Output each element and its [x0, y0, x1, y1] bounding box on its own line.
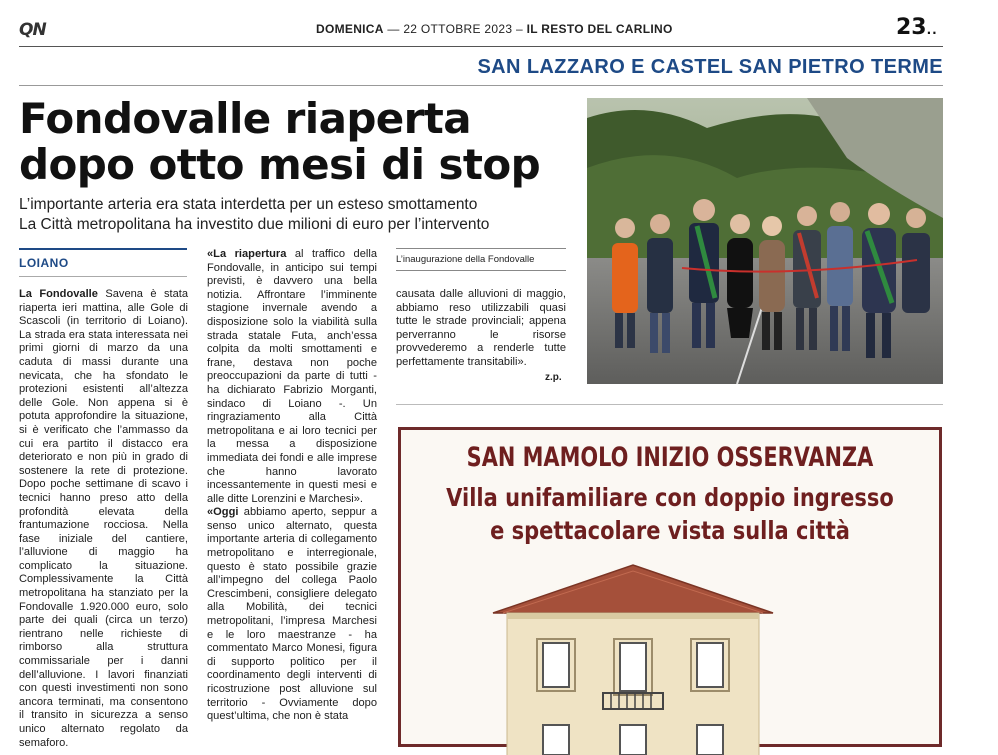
photo-caption: L’inaugurazione della Fondovalle — [396, 254, 535, 265]
article-column-1 — [19, 288, 188, 750]
col2-p2-lead: «Oggi — [207, 506, 239, 519]
col2-paragraph-2 — [207, 506, 377, 724]
newspaper-logo: QN — [19, 20, 46, 40]
col2-p1-body: al traffico della Fondovalle, in anticipo sui tempi previsti, è davvero una bella notizia. Affrontare l’imminente stagione invernale avendo a disposizione solo la viabilità sulla strada statale Futa, anch’essa colpita da molti smottamenti e frane, destava non poche preoccupazioni da parte di tutti - ha dichiarato Fabrizio Morganti, sindaco di Loiano -. Un ringraziamento alla Città metropolitana e ai loro tecnici per la messa a disposizione immediata dei fondi e alle imprese che hanno lavorato incessantemente in questi mesi e alle ditte Lorenzini e Marchesi». — [207, 248, 377, 505]
header-day: DOMENICA — [316, 22, 384, 36]
header-sep-1: — — [387, 22, 404, 36]
headline-line-2: dopo otto mesi di stop — [19, 140, 541, 189]
col1-body: Savena è stata riaperta ieri mattina, alle Gole di Scascoli (in territorio di Loiano). La strada era stata interessata nei primi giorni di marzo da una caduta di massi durante una nevicata, che ha sfondato le protezioni esistenti all’altezza delle Gole. Non appena si è potuta approfondire la situazione, si è verificato che l’ammasso da cui era partito il distacco era deteriorato e non più in grado di sostenere la rete di protezione. Dopo poche settimane di scavo i tecnici hanno preso atto della profondità elevata della frantumazione rocciosa. Nella fase iniziale del cantiere, l’alluvione di maggio ha complicato la situazione. Complessivamente la Città metropolitana ha stanziato per la Fondovalle 1.920.000 euro, solo parte dei quali (circa un terzo) rientrano nelle richieste di rimborso alla struttura commissariale per i danni dell’alluvione. I lavori finanziati con questi investimenti non sono ancora terminati, ma consentono il transito in sicurezza a senso unico alternato regolato da semaforo. — [19, 288, 188, 749]
subtitle-line-1: L’importante arteria era stata interdetta per un esteso smottamento — [19, 196, 478, 213]
col2-p2-body: abbiamo aperto, seppur a senso unico alternato, questa importante arteria di collegamento metropolitano e interregionale, questo è stato possibile grazie all’impegno del collega Paolo Crescimbeni, consigliere delegato alla Mobilità, dei tecnici metropolitani, l’impresa Marchesi e le loro maestranze - ha commentato Marco Monesi, figura di supporto politico per il coordinamento degli interventi di ricostruzione post alluvione sul territorio - Ovviamente dopo quest’ultima, che non è stata — [207, 506, 377, 723]
subtitle-line-2: La Città metropolitana ha investito due milioni di euro per l’intervento — [19, 216, 490, 233]
header-sep-2: – — [515, 22, 527, 36]
kicker-rule-top — [19, 248, 187, 250]
author-signature: z.p. — [545, 372, 562, 383]
caption-rule-bottom — [396, 270, 566, 271]
inauguration-photo — [587, 98, 943, 384]
ad-subtitle-line-2: e spettacolare vista sulla città — [490, 516, 850, 545]
col2-p1-lead: «La riapertura — [207, 248, 287, 260]
ad-subtitle — [444, 481, 896, 547]
headline-line-1: Fondovalle riaperta — [19, 94, 472, 143]
header-dateline — [316, 22, 673, 36]
header-date: 22 OTTOBRE 2023 — [403, 22, 513, 36]
real-estate-ad — [398, 427, 942, 747]
ad-subtitle-line-1: Villa unifamiliare con doppio ingresso — [446, 483, 894, 512]
kicker-rule-bottom — [19, 276, 187, 277]
caption-rule-top — [396, 248, 566, 249]
house-illustration — [493, 565, 773, 755]
article-subtitle — [19, 195, 579, 235]
page-number-value: 23 — [896, 15, 927, 40]
ad-title: SAN MAMOLO INIZIO OSSERVANZA — [466, 442, 874, 473]
header-newspaper: IL RESTO DEL CARLINO — [526, 22, 673, 36]
col1-lead: La Fondovalle — [19, 288, 98, 300]
article-headline — [19, 96, 579, 188]
section-rule — [19, 85, 943, 86]
page-number-suffix: .. — [926, 23, 938, 37]
article-kicker: LOIANO — [19, 256, 69, 270]
header-rule — [19, 46, 943, 47]
page-number — [896, 15, 938, 40]
section-title: SAN LAZZARO E CASTEL SAN PIETRO TERME — [477, 56, 943, 78]
photo-illustration — [587, 98, 943, 384]
col2-paragraph-1 — [207, 248, 377, 506]
article-column-2 — [207, 248, 377, 724]
article-column-3: causata dalle alluvioni di maggio, abbiamo reso utilizzabili quasi tutte le strade provinciali; appena perverranno le risorse provvederemo a renderle tutte perfettamente transitabili». — [396, 288, 566, 368]
ad-separator-rule — [396, 404, 943, 405]
